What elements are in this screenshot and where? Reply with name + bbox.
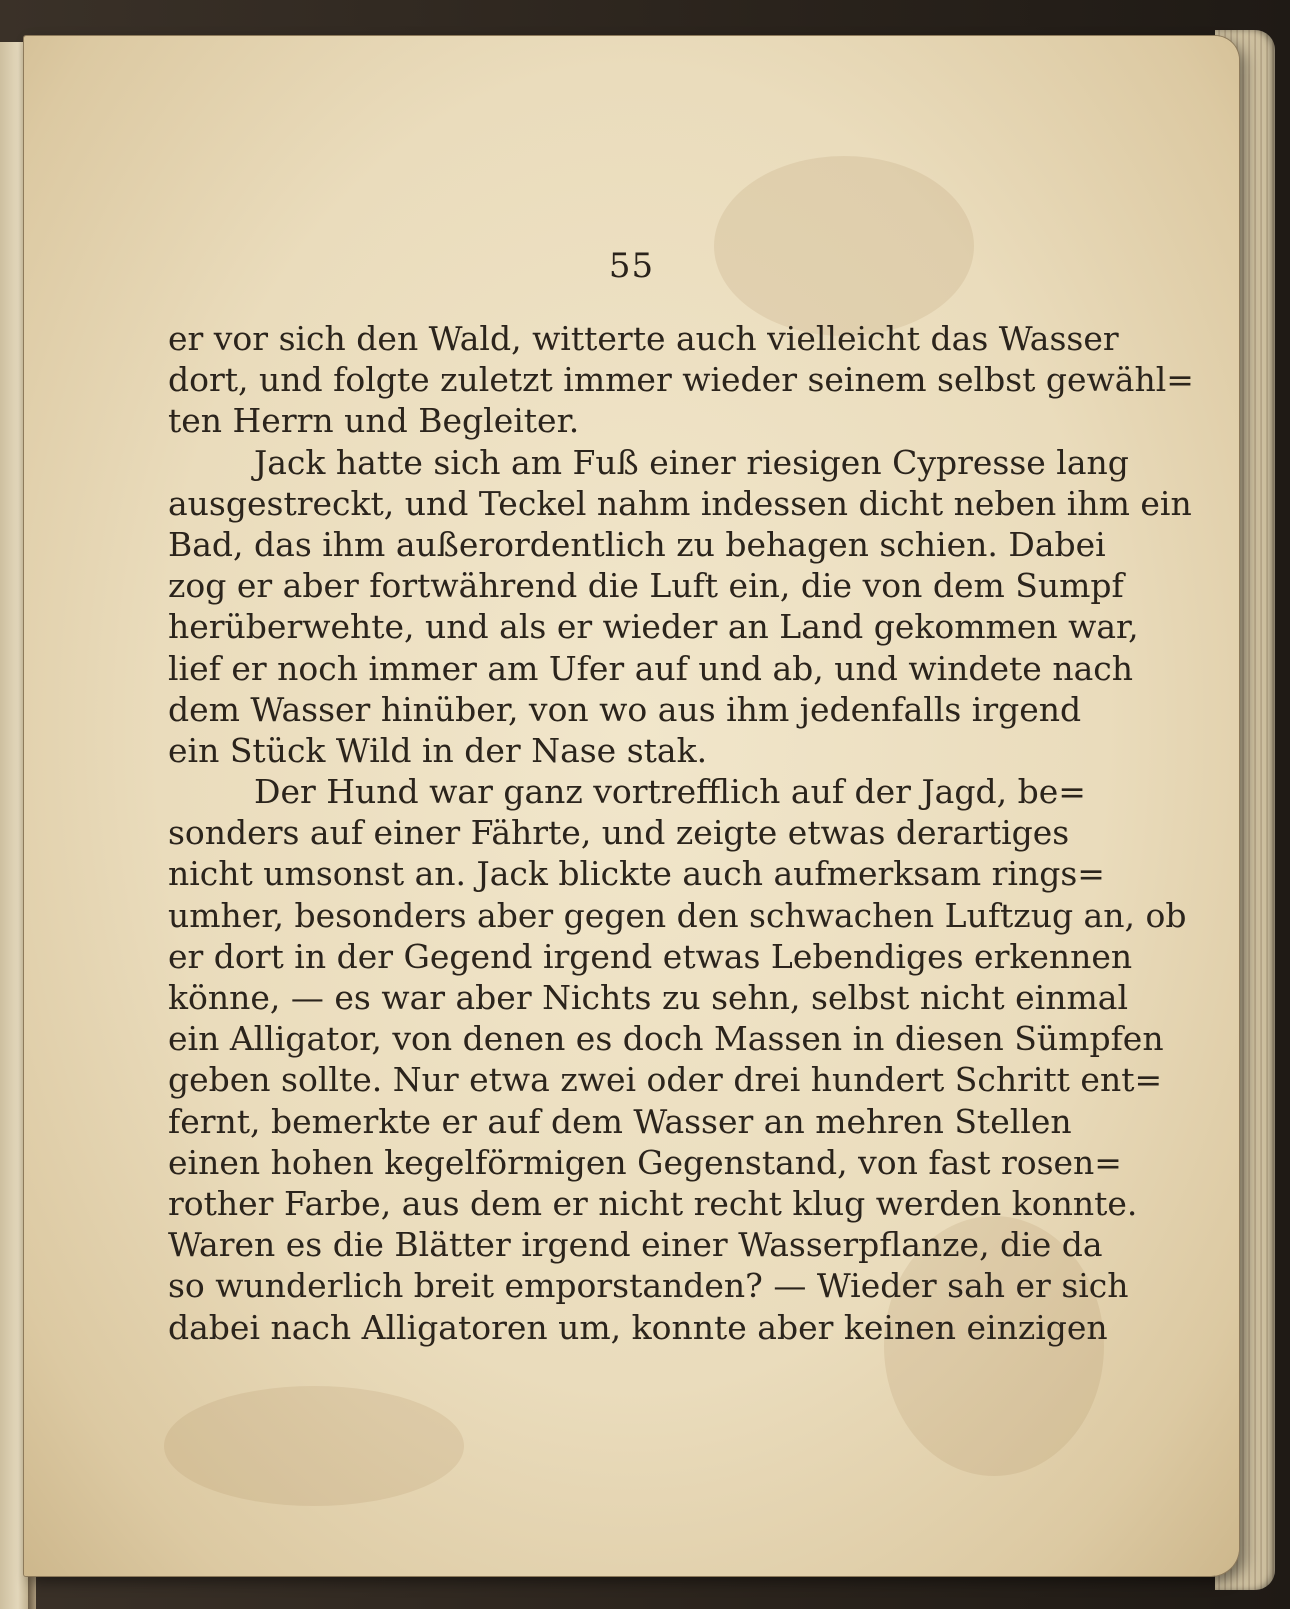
text-line: herüberwehte, und als er wieder an Land gekommen war,: [168, 607, 1139, 647]
text-line: rother Farbe, aus dem er nicht recht klug werden konnte.: [168, 1183, 1138, 1223]
text-line: Der Hund war ganz vortrefflich auf der Jagd, be=: [254, 772, 1086, 812]
text-line: Bad, das ihm außerordentlich zu behagen schien. Dabei: [168, 524, 1106, 564]
text-line: dem Wasser hinüber, von wo aus ihm jedenfalls irgend: [168, 689, 1082, 729]
book-page: [24, 36, 1239, 1576]
text-line: lief er noch immer am Ufer auf und ab, und windete nach: [168, 648, 1133, 688]
text-line: so wunderlich breit emporstanden? — Wieder sah er sich: [168, 1266, 1129, 1306]
text-line: zog er aber fortwährend die Luft ein, die von dem Sumpf: [168, 566, 1124, 606]
page-number: 55: [608, 246, 655, 286]
text-line: könne, — es war aber Nichts zu sehn, selbst nicht einmal: [168, 978, 1129, 1017]
text-line: nicht umsonst an. Jack blickte auch aufmerksam rings=: [168, 854, 1105, 894]
text-line: ein Stück Wild in der Nase stak.: [168, 730, 708, 770]
text-line: Jack hatte sich am Fuß einer riesigen Cypresse lang: [254, 442, 1129, 482]
text-line: sonders auf einer Fährte, und zeigte etwas derartiges: [168, 813, 1070, 853]
text-line: dort, und folgte zuletzt immer wieder seinem selbst gewähl=: [168, 360, 1194, 400]
text-line: ein Alligator, von denen es doch Massen in diesen Sümpfen: [168, 1019, 1164, 1059]
text-line: ausgestreckt, und Teckel nahm indessen dicht neben ihm ein: [168, 483, 1192, 523]
text-line: ten Herrn und Begleiter.: [168, 401, 580, 441]
text-line: er vor sich den Wald, witterte auch vielleicht das Wasser: [168, 319, 1119, 358]
text-line: dabei nach Alligatoren um, konnte aber keinen einzigen: [168, 1307, 1108, 1347]
text-line: umher, besonders aber gegen den schwachen Luftzug an, ob: [168, 895, 1187, 935]
text-line: er dort in der Gegend irgend etwas Lebendiges erkennen: [168, 936, 1133, 976]
text-line: geben sollte. Nur etwa zwei oder drei hundert Schritt ent=: [168, 1060, 1163, 1100]
text-line: Waren es die Blätter irgend einer Wasserpflanze, die da: [168, 1225, 1103, 1265]
text-line: einen hohen kegelförmigen Gegenstand, von fast rosen=: [168, 1142, 1122, 1182]
body-text: [168, 318, 1194, 1348]
text-line: fernt, bemerkte er auf dem Wasser an mehren Stellen: [168, 1101, 1072, 1141]
foxing-stain: [164, 1386, 464, 1506]
